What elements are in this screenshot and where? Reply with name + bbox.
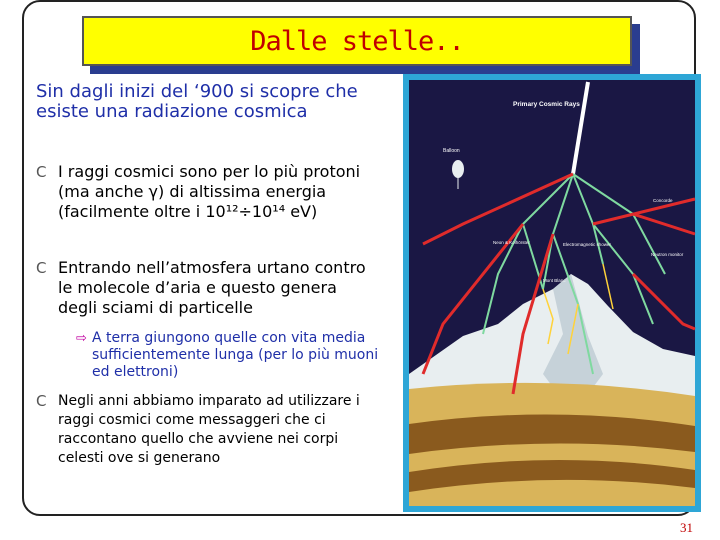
bullet-2-text: Entrando nell’atmosfera urtano contro le molecole d’aria e questo genera degli sciami di particelle xyxy=(58,258,366,317)
balloon-icon xyxy=(452,160,464,178)
label-primary: Primary Cosmic Rays xyxy=(513,101,580,108)
slide-title: Dalle stelle.. xyxy=(250,25,464,57)
bullet-3-text: Negli anni abbiamo imparato ad utilizzare i raggi cosmici come messaggeri che ci raccontano quello che avviene nei corpi celesti ove si generano xyxy=(58,393,360,466)
cosmic-ray-illustration-svg xyxy=(403,74,701,512)
intro-text: Sin dagli inizi del ‘900 si scopre che esiste una radiazione cosmica xyxy=(36,81,358,122)
bullet-marker: C xyxy=(36,392,47,410)
label-neon: Neon & Kolhörster xyxy=(493,240,530,245)
bullet-1-text: I raggi cosmici sono per lo più protoni (ma anche γ) di altissima energia (facilmente oltre i 10¹²÷10¹⁴ eV) xyxy=(58,162,361,221)
bullet-marker: C xyxy=(36,259,47,277)
sub-bullet-marker: ⇨ xyxy=(76,331,87,346)
label-mont-blanc: Mont Blanc xyxy=(543,278,566,283)
title-box xyxy=(82,16,632,66)
label-neutron: Neutron monitor xyxy=(651,252,684,257)
cosmic-ray-illustration xyxy=(403,74,701,512)
label-electromagnetic: Electromagnetic shower xyxy=(563,242,612,247)
page-number: 31 xyxy=(680,520,693,535)
bullet-marker: C xyxy=(36,163,47,181)
bullet-3 xyxy=(36,392,376,468)
bullet-2 xyxy=(36,258,376,318)
label-balloon: Balloon xyxy=(443,148,460,154)
sub-bullet-text: A terra giungono quelle con vita media sufficientemente lunga (per lo più muoni ed elettroni) xyxy=(92,330,379,380)
bullet-1 xyxy=(36,162,376,222)
label-concorde: Concorde xyxy=(653,198,673,203)
sub-bullet xyxy=(76,330,388,381)
